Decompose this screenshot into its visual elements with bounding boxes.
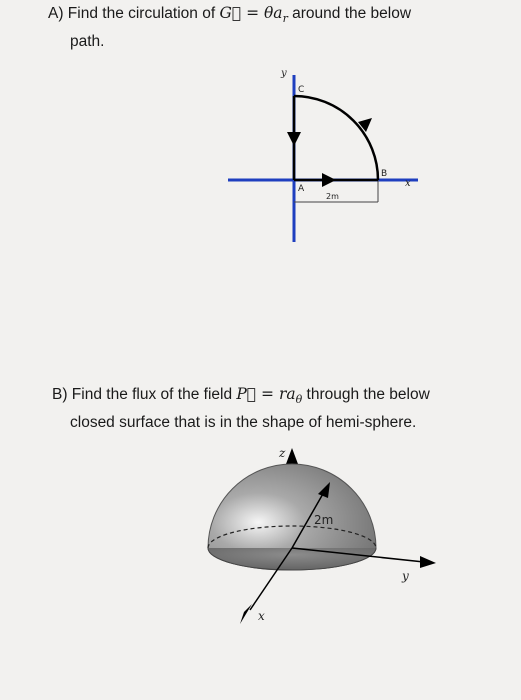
- x-arrow-icon: [240, 604, 252, 624]
- label-point-a: A: [298, 184, 305, 194]
- label-dimension: 2m: [326, 192, 339, 201]
- z-arrow-icon: [286, 448, 298, 464]
- label-x-b: x: [258, 609, 265, 623]
- question-a-field: G⃗ = θa: [219, 4, 283, 22]
- label-z: z: [279, 446, 286, 460]
- label-radius: 2m: [314, 513, 334, 527]
- y-arrow-icon: [420, 556, 436, 568]
- question-b-line2: closed surface that is in the shape of hemi-sphere.: [70, 414, 417, 432]
- question-a-suffix: around the below: [287, 5, 412, 22]
- question-b-prefix: B) Find the flux of the field: [52, 386, 237, 403]
- question-b-field: P⃗ = ra: [236, 385, 296, 403]
- label-y: y: [281, 68, 287, 79]
- label-point-b: B: [381, 169, 388, 179]
- hemisphere-base: [208, 548, 376, 570]
- question-a-line2: path.: [70, 33, 105, 51]
- question-a-field-sub: r: [282, 12, 288, 26]
- question-b-field-sub: θ: [295, 393, 303, 407]
- question-b-suffix: through the below: [302, 386, 430, 403]
- label-point-c: C: [298, 85, 305, 95]
- label-x: x: [405, 178, 411, 189]
- label-y-b: y: [402, 569, 409, 583]
- question-a-prefix: A) Find the circulation of: [48, 5, 220, 22]
